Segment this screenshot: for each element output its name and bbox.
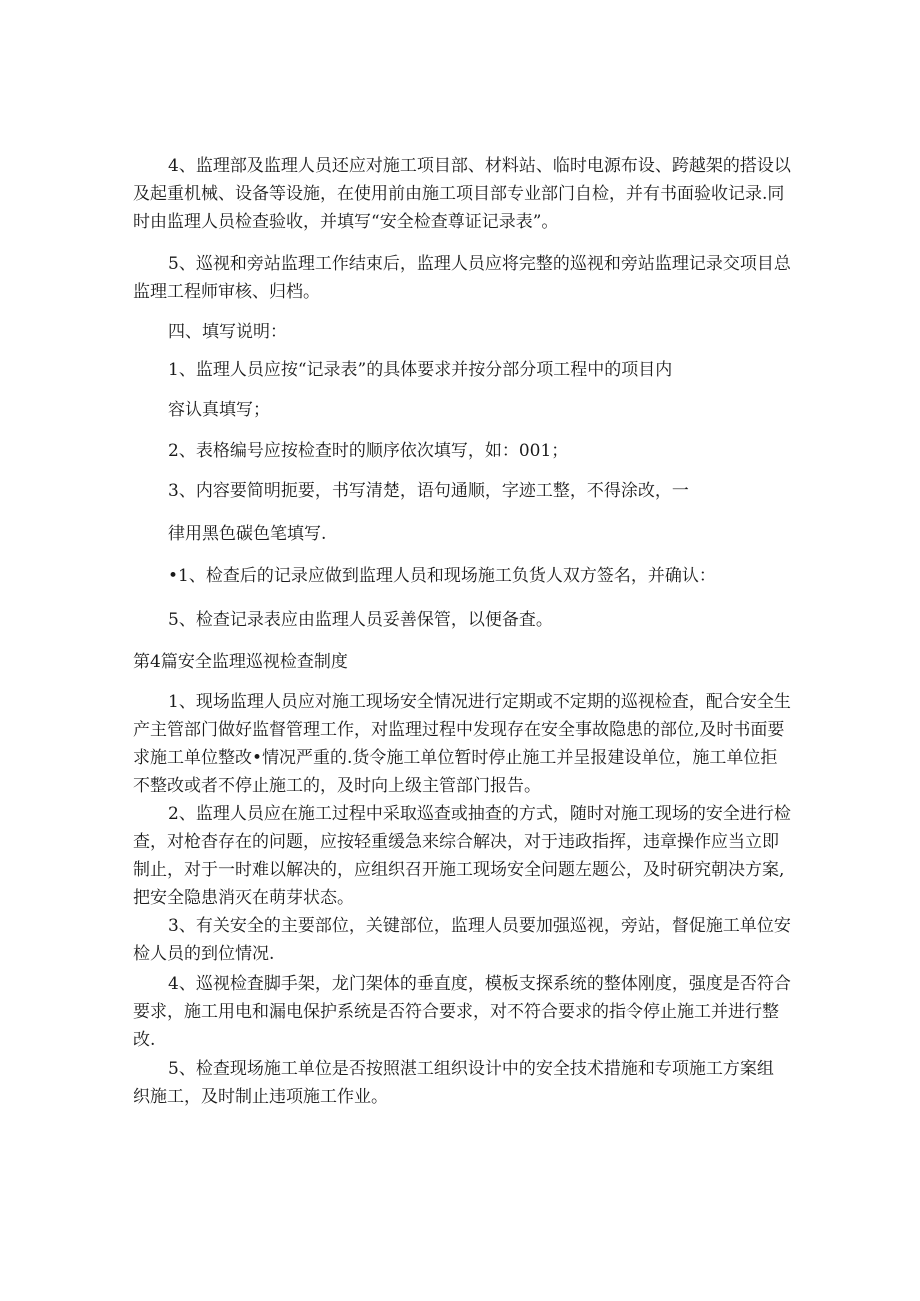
text-line: 检人员的到位情况. bbox=[133, 944, 275, 964]
paragraph-section-b-2 bbox=[133, 800, 793, 912]
paragraph-section-b-3 bbox=[133, 912, 793, 968]
text-line: 4、监理部及监理人员还应对施工项目部、材料站、临时电源布设、跨越架的搭设以 bbox=[168, 156, 791, 176]
paragraph-section-a-1 bbox=[133, 152, 793, 236]
text-line: 2、表格编号应按检查时的顺序依次填写，如：001； bbox=[168, 441, 569, 461]
text-line: 律用黑色碳色笔填写. bbox=[168, 524, 327, 544]
text-line: 不整改或者不停止施工的，及时向上级主管部门报告。 bbox=[133, 776, 541, 796]
text-line: •1、检查后的记录应做到监理人员和现场施工负货人双方签名，并确认： bbox=[168, 566, 716, 586]
text-line: 5、检查记录表应由监理人员妥善保管，以便备査。 bbox=[168, 610, 553, 630]
text-line: 制止，对于一时难以解决的，应组织召开施工现场安全问题左题公，及时研究朝决方案, bbox=[133, 860, 785, 880]
text-line: 5、检查现场施工单位是否按照湛工组织设计中的安全技术措施和专项施工方案组 bbox=[168, 1059, 774, 1079]
text-line: 查，对枪杳存在的问题，应按轻重缓急来综合解决，对于违政指挥，违章操作应当立即 bbox=[133, 832, 779, 852]
text-line: 产主管部门做好监督管理工作，对监理过程中发现存在安全事故隐患的部位,及时书面要 bbox=[133, 720, 785, 740]
text-line: 3、有关安全的主要部位，关键部位，监理人员要加强巡视，旁站，督促施工单位安 bbox=[168, 916, 791, 936]
text-line: 4、巡视检査脚手架，龙门架体的垂直度，模板支探系统的整体刚度，强度是否符合 bbox=[168, 974, 791, 994]
text-line: 求施工单位整改•情况严重的.货令施工单位暂时停止施工并呈报建设单位，施工单位拒 bbox=[133, 748, 778, 768]
text-line: 织施工，及时制止违项施工作业。 bbox=[133, 1087, 388, 1107]
text-line: 2、监理人员应在施工过程中采取巡查或抽查的方式，随时对施工现场的安全进行检 bbox=[168, 804, 791, 824]
text-line: 把安全隐患消灭在萌芽状态。 bbox=[133, 888, 354, 908]
paragraph-section-a-4 bbox=[133, 356, 793, 384]
section-heading: 第4篇安全监理巡视检查制度 bbox=[133, 652, 348, 672]
text-line: 四、填写说明： bbox=[168, 322, 287, 342]
paragraph-section-a-9 bbox=[133, 562, 793, 590]
text-line: 1、监理人员应按“记录表”的具体要求并按分部分项工程中的项目内 bbox=[168, 360, 673, 380]
text-line: 监理工程师审核、归档。 bbox=[133, 282, 320, 302]
text-line: 容认真填写； bbox=[168, 400, 270, 420]
text-line: 要求，施工用电和漏电保护系统是否符合要求，对不符合要求的指令停止施工并进行整 bbox=[133, 1002, 779, 1022]
paragraph-section-a-3 bbox=[133, 318, 793, 346]
paragraph-section-a-2 bbox=[133, 250, 793, 306]
paragraph-section-a-8 bbox=[133, 520, 793, 548]
paragraph-section-a-10 bbox=[133, 606, 793, 634]
text-line: 3、内容要简明扼要，书写清楚，语句通顺，字迹工整，不得涂改，一 bbox=[168, 481, 689, 501]
paragraph-section-a-5 bbox=[133, 396, 793, 424]
paragraph-section-b-4 bbox=[133, 970, 793, 1054]
text-line: 1、现场监理人员应对施工现场安全情况进行定期或不定期的巡视检査，配合安全生 bbox=[168, 692, 791, 712]
paragraph-section-b-5 bbox=[133, 1055, 793, 1111]
text-line: 时由监理人员检查验收，并填写“安全检查尊证记录表”。 bbox=[133, 212, 559, 232]
paragraph-section-b-1 bbox=[133, 688, 793, 800]
text-line: 及起重机械、设备等设施，在使用前由施工项目部专业部门自检，并有书面验收记录.同 bbox=[133, 184, 785, 204]
paragraph-section-a-7 bbox=[133, 477, 793, 505]
paragraph-section-a-6 bbox=[133, 437, 793, 465]
text-line: 改. bbox=[133, 1030, 156, 1050]
text-line: 5、巡视和旁站监理工作结束后，监理人员应将完整的巡视和旁站监理记录交项目总 bbox=[168, 254, 791, 274]
